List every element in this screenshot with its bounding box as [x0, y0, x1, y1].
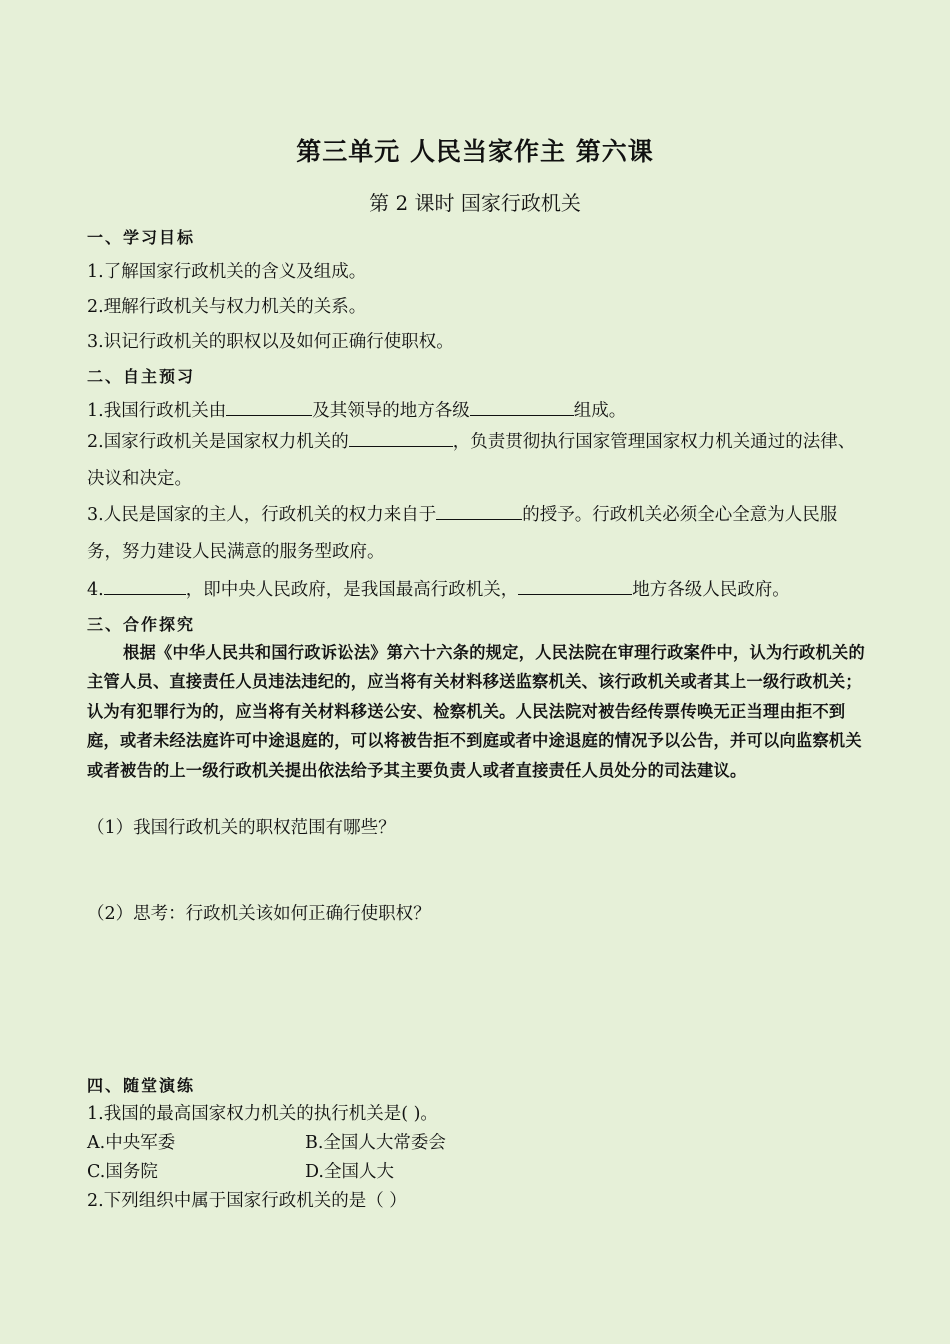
option-b[interactable]: B.全国人大常委会 — [305, 1133, 446, 1153]
page-subtitle: 第 2 课时 国家行政机关 — [369, 191, 581, 215]
question-text: ，即中央人民政府，是我国最高行政机关， — [185, 580, 519, 600]
case-material: 根据《中华人民共和国行政诉讼法》第六十六条的规定，人民法院在审理行政案件中，认为行政机关的主管人员、直接责任人员违法违纪的，应当将有关材料移送监察机关、该行政机关或者其上一级行政机关；认为有犯罪行为的，应当将有关材料移送公安、检察机关。人民法院对被告经传票传唤无正当理由拒不到庭，或者未经法庭许可中途退庭的，可以将被告拒不到庭或者中途退庭的情况予以公告，并可以向监察机关或者被告的上一级行政机关提出依法给予其主要负责人或者直接责任人员处分的司法建议。 — [87, 643, 865, 780]
fill-blank[interactable] — [518, 576, 632, 595]
question-text: 及其领导的地方各级 — [312, 401, 470, 421]
question-text: 的授予。行政机关必须全心全意为人民服务，努力建设人民满意的服务型政府。 — [87, 505, 838, 562]
question-text: 2.国家行政机关是国家权力机关的 — [87, 432, 349, 452]
practice-question-2: 2.下列组织中属于国家行政机关的是（ ） — [87, 1191, 407, 1211]
question-text: 4. — [87, 580, 104, 600]
explore-question-2: （2）思考：行政机关该如何正确行使职权？ — [87, 904, 431, 924]
practice-question-1: 1.我国的最高国家权力机关的执行机关是( )。 — [87, 1104, 438, 1124]
goal-item: 3.识记行政机关的职权以及如何正确行使职权。 — [87, 332, 454, 352]
option-c[interactable]: C.国务院 — [87, 1162, 158, 1182]
preview-question-4 — [87, 576, 790, 601]
fill-blank[interactable] — [349, 428, 453, 447]
fill-blank[interactable] — [470, 397, 574, 416]
goal-item: 2.理解行政机关与权力机关的关系。 — [87, 297, 367, 317]
question-text: ，负责贯彻执行国家管理国家权力机关通过的法律、决议和决定。 — [87, 432, 856, 489]
goal-item: 1.了解国家行政机关的含义及组成。 — [87, 262, 367, 282]
section-heading-explore: 三、合作探究 — [87, 615, 196, 634]
section-heading-practice: 四、随堂演练 — [87, 1076, 196, 1095]
question-text: 1.我国行政机关由 — [87, 401, 227, 421]
preview-question-1 — [87, 397, 626, 422]
explore-question-1: （1）我国行政机关的职权范围有哪些？ — [87, 818, 396, 838]
preview-question-2 — [87, 424, 865, 498]
fill-blank[interactable] — [104, 576, 186, 595]
section-heading-goals: 一、学习目标 — [87, 228, 196, 247]
question-text: 地方各级人民政府。 — [632, 580, 790, 600]
option-d[interactable]: D.全国人大 — [305, 1162, 394, 1182]
page-title: 第三单元 人民当家作主 第六课 — [296, 137, 654, 166]
question-text: 3.人民是国家的主人，行政机关的权力来自于 — [87, 505, 437, 525]
option-a[interactable]: A.中央军委 — [87, 1133, 176, 1153]
fill-blank[interactable] — [436, 501, 522, 520]
question-text: 组成。 — [573, 401, 627, 421]
fill-blank[interactable] — [226, 397, 312, 416]
section-heading-preview: 二、自主预习 — [87, 367, 196, 386]
preview-question-3 — [87, 497, 865, 571]
